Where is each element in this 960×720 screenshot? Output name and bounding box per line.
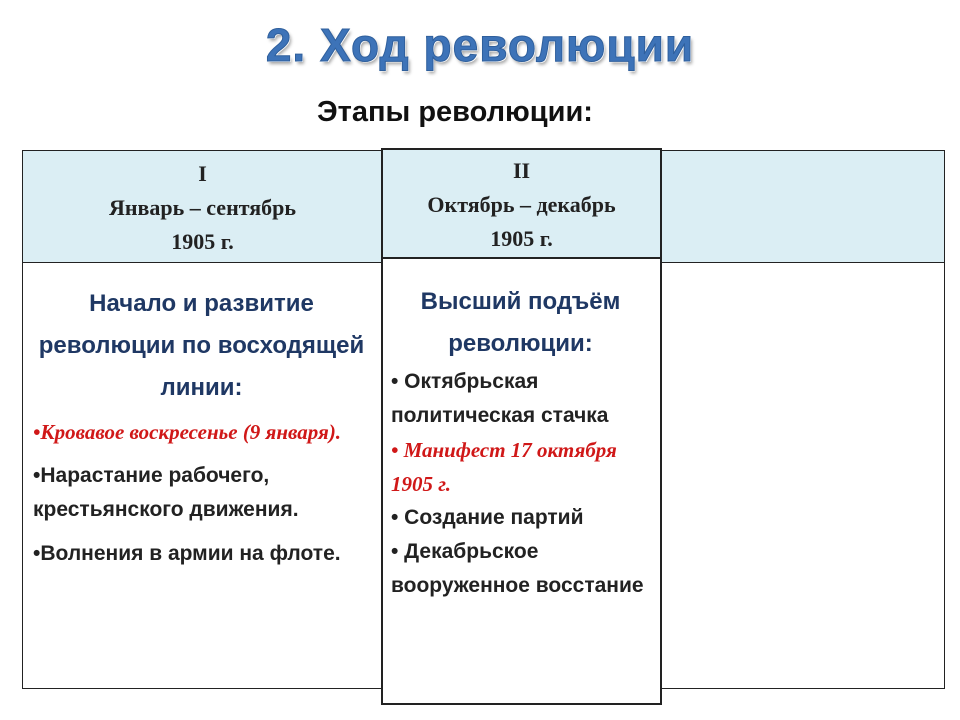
stage-1-item-1: •Кровавое воскресенье (9 января).	[33, 420, 342, 444]
stage-2-year: 1905 г.	[490, 226, 553, 251]
stage-1-header	[22, 150, 383, 263]
subtitle: Этапы революции:	[317, 96, 593, 128]
stage-3-body	[660, 262, 945, 689]
stage-1-heading: Начало и развитие революции по восходящей линии:	[38, 290, 365, 401]
stage-2-header	[381, 148, 662, 259]
stage-1-numeral: I	[198, 161, 207, 186]
stage-1-body	[22, 262, 383, 689]
stage-1-item-3: •Волнения в армии на флоте.	[33, 542, 341, 565]
stage-3-header	[660, 150, 945, 263]
stage-1-period: Январь – сентябрь	[108, 195, 297, 220]
stage-2-item-3: • Создание партий	[391, 506, 584, 529]
stage-2-heading: Высший подъём революции:	[420, 288, 621, 357]
stage-2-period: Октябрь – декабрь	[427, 192, 616, 217]
stage-1-item-2: •Нарастание рабочего, крестьянского движения.	[33, 464, 299, 521]
stage-2-item-1: • Октябрьская политическая стачка	[391, 370, 609, 427]
stage-2-item-4: • Декабрьское вооруженное восстание	[391, 540, 644, 597]
stage-2-item-2: • Манифест 17 октября 1905 г.	[391, 438, 617, 496]
stage-2-body	[381, 257, 662, 705]
stage-1-year: 1905 г.	[171, 229, 234, 254]
stage-2-numeral: II	[512, 158, 531, 183]
slide-title: 2. Ход революции	[265, 19, 695, 71]
